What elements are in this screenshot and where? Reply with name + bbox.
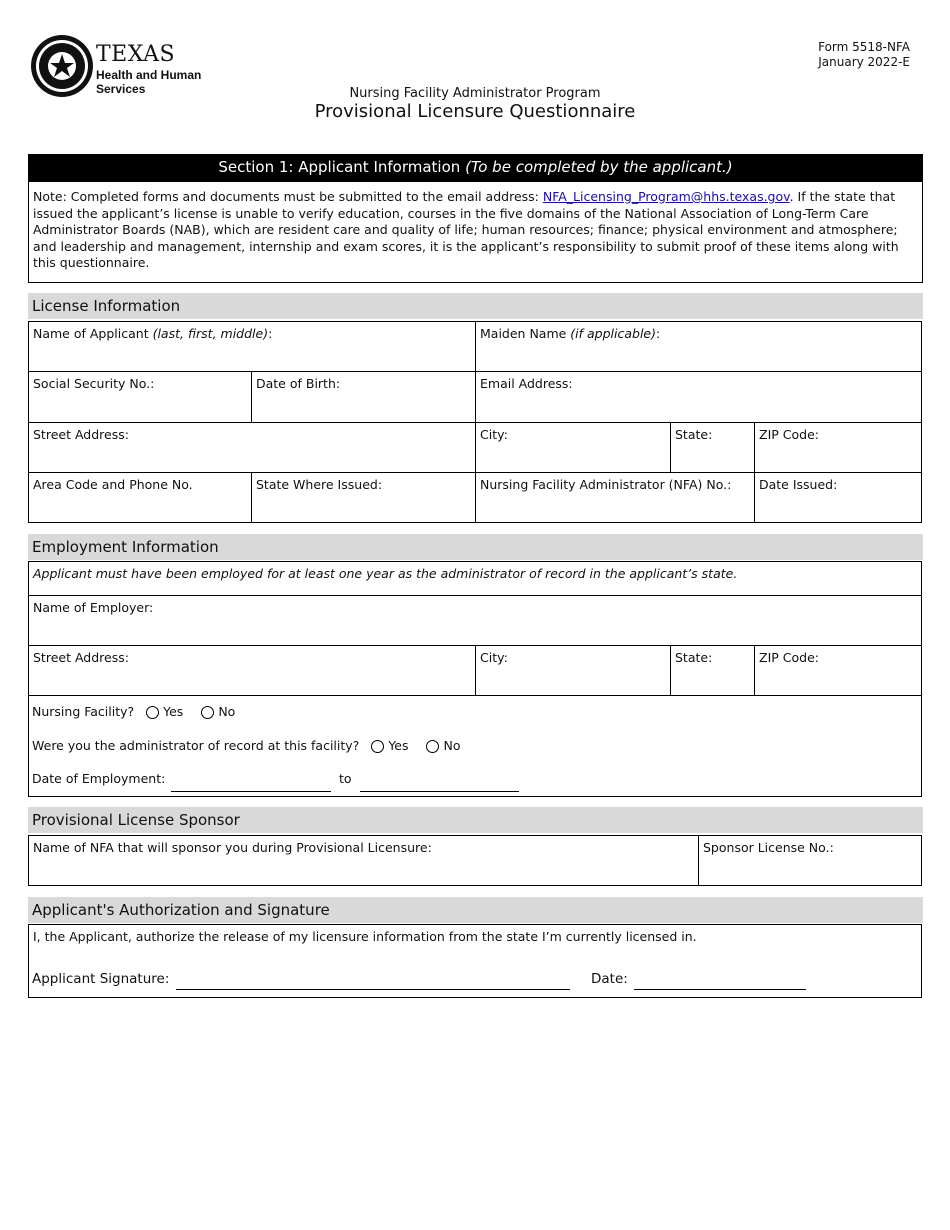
street-address-field[interactable]: [28, 422, 476, 473]
employer-city-field[interactable]: [475, 645, 671, 696]
section1-title: Section 1: Applicant Information: [218, 158, 461, 176]
employer-zip-field[interactable]: [754, 645, 922, 696]
email-field[interactable]: [475, 371, 922, 423]
phone-field[interactable]: [28, 472, 252, 523]
org-name-texas: TEXAS: [96, 42, 176, 67]
employment-instruction: [28, 561, 922, 596]
signature-label: Applicant Signature:: [32, 971, 170, 987]
state-issued-field[interactable]: [251, 472, 476, 523]
sponsor-name-label: Name of NFA that will sponsor you during Provisional Licensure:: [33, 840, 432, 855]
signature-date-label: Date:: [591, 971, 628, 987]
ssn-label: Social Security No.:: [33, 376, 155, 391]
section1-header: [28, 154, 923, 181]
sponsor-license-label: Sponsor License No.:: [703, 840, 834, 855]
authorization-statement: I, the Applicant, authorize the release of my licensure information from the state I’m currently licensed in.: [33, 929, 697, 944]
state-field[interactable]: [670, 422, 755, 473]
date-issued-field[interactable]: [754, 472, 922, 523]
email-label: Email Address:: [480, 376, 573, 391]
maiden-name-field[interactable]: [475, 321, 922, 372]
administrator-label: Were you the administrator of record at this facility?: [32, 738, 360, 753]
section1-subtitle: (To be completed by the applicant.): [465, 158, 733, 176]
license-info-heading: License Information: [28, 293, 923, 319]
state-issued-label: State Where Issued:: [256, 477, 383, 492]
submission-note: [28, 181, 923, 283]
employer-state-field[interactable]: [670, 645, 755, 696]
page-title: Provisional Licensure Questionnaire: [314, 101, 636, 122]
employer-street-label: Street Address:: [33, 650, 129, 665]
instruction-text: Applicant must have been employed for at least one year as the administrator of record in the applicant’s state.: [33, 566, 738, 581]
nursing-facility-question: [32, 704, 235, 719]
city-field[interactable]: [475, 422, 671, 473]
city-label: City:: [480, 427, 508, 442]
administrator-yes-radio[interactable]: [371, 740, 384, 753]
employer-city-label: City:: [480, 650, 508, 665]
note-text-start: Note: Completed forms and documents must be submitted to the email address:: [33, 189, 543, 204]
nursing-facility-label: Nursing Facility?: [32, 704, 135, 719]
authorization-heading: Applicant's Authorization and Signature: [28, 897, 923, 923]
yes-label: Yes: [163, 704, 184, 719]
colon: :: [656, 326, 661, 341]
note-text-end: . If the state that issued the applicant’s license is unable to verify education, courses in the five domains of the National Association of Long-Term Care Administrator Boards (NAB), which are resident care and quality of life; human resources; finance; physical environment and atmosphere; and leadership and management, internship and exam scores, it is the applicant’s responsibility to submit proof of these items along with this questionnaire.: [33, 189, 899, 270]
signature-date-input[interactable]: [634, 989, 806, 990]
nfa-number-label: Nursing Facility Administrator (NFA) No.:: [480, 477, 732, 492]
applicant-name-label: Name of Applicant: [33, 326, 153, 341]
employer-state-label: State:: [675, 650, 713, 665]
nfa-number-field[interactable]: [475, 472, 755, 523]
form-number-block: [818, 40, 910, 70]
colon: :: [268, 326, 273, 341]
no-label: No: [443, 738, 461, 753]
zip-label: ZIP Code:: [759, 427, 819, 442]
nursing-facility-yes-radio[interactable]: [146, 706, 159, 719]
state-label: State:: [675, 427, 713, 442]
form-date: January 2022-E: [818, 55, 910, 69]
yes-label: Yes: [388, 738, 409, 753]
street-address-label: Street Address:: [33, 427, 129, 442]
employment-end-date-input[interactable]: [360, 791, 519, 792]
employer-street-field[interactable]: [28, 645, 476, 696]
phone-label: Area Code and Phone No.: [33, 477, 193, 492]
employer-zip-label: ZIP Code:: [759, 650, 819, 665]
sponsor-name-field[interactable]: [28, 835, 699, 886]
employment-info-heading: Employment Information: [28, 534, 923, 560]
email-link[interactable]: NFA_Licensing_Program@hhs.texas.gov: [542, 189, 790, 204]
nursing-facility-no-radio[interactable]: [201, 706, 214, 719]
form-number: Form 5518-NFA: [818, 40, 910, 54]
ssn-field[interactable]: [28, 371, 252, 423]
dob-field[interactable]: [251, 371, 476, 423]
employment-date-label: Date of Employment:: [32, 771, 166, 786]
sponsor-heading: Provisional License Sponsor: [28, 807, 923, 833]
employer-name-field[interactable]: [28, 595, 922, 646]
employer-name-label: Name of Employer:: [33, 600, 154, 615]
sponsor-license-field[interactable]: [698, 835, 922, 886]
employment-start-date-input[interactable]: [171, 791, 331, 792]
program-name: Nursing Facility Administrator Program: [349, 86, 601, 101]
maiden-name-hint: (if applicable): [570, 326, 657, 341]
no-label: No: [218, 704, 236, 719]
administrator-question: [32, 738, 460, 753]
to-label: to: [339, 771, 352, 786]
org-name-hhs: Health and Human Services: [96, 68, 202, 96]
dob-label: Date of Birth:: [256, 376, 341, 391]
date-issued-label: Date Issued:: [759, 477, 838, 492]
zip-field[interactable]: [754, 422, 922, 473]
administrator-no-radio[interactable]: [426, 740, 439, 753]
applicant-name-field[interactable]: [28, 321, 476, 372]
signature-input[interactable]: [176, 989, 570, 990]
maiden-name-label: Maiden Name: [480, 326, 571, 341]
applicant-name-hint: (last, first, middle): [152, 326, 269, 341]
